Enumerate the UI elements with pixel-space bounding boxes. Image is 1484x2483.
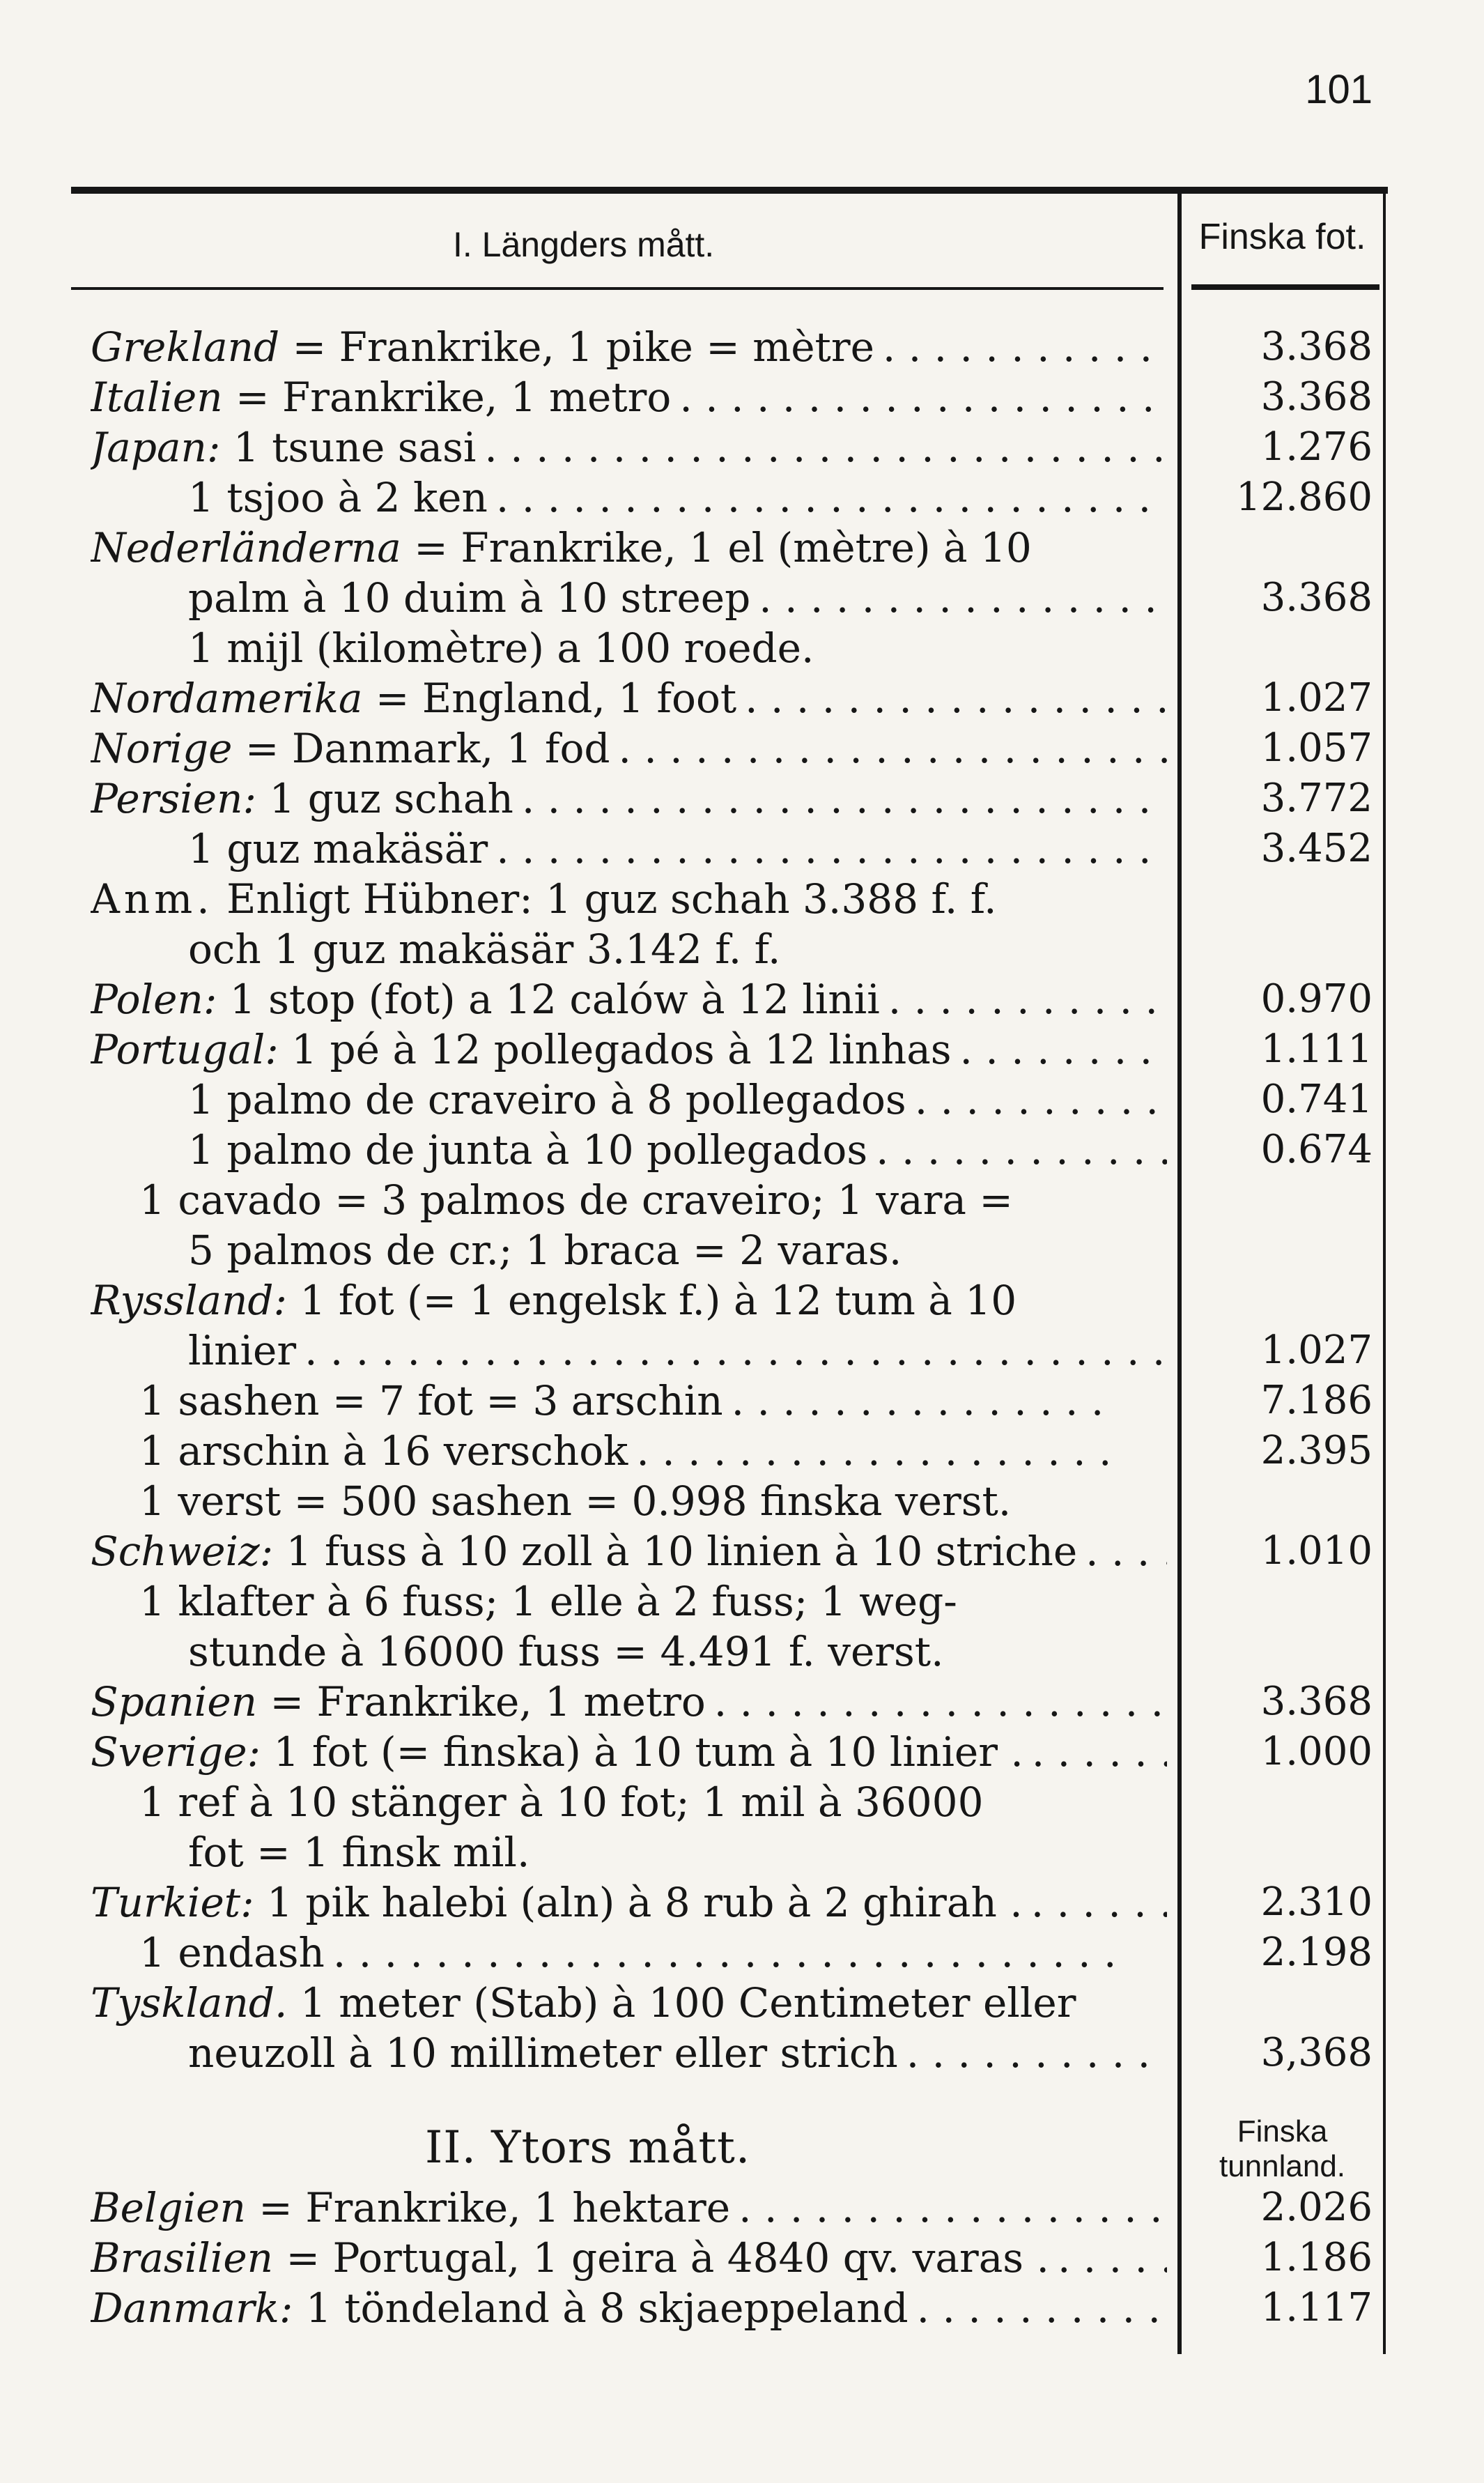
row-text [188, 1075, 906, 1125]
row-value: 1.027 [1260, 675, 1373, 721]
row-description: 1 cavado = 3 palmos de craveiro; 1 vara = [139, 1176, 1013, 1224]
country-name: Tyskland. [91, 1979, 288, 2027]
table-row [91, 974, 1167, 1024]
table-row [139, 1576, 1118, 1627]
table-row [91, 422, 1167, 472]
dot-leader [906, 2028, 1167, 2078]
table-row [91, 1877, 1167, 1928]
dot-leader [960, 1024, 1167, 1075]
table-row [139, 1376, 1118, 1426]
note-label: Anm. [91, 875, 214, 923]
table-row [188, 1225, 1167, 1275]
section-heading-lengths: I. Längders mått. [453, 225, 715, 264]
row-text [188, 1829, 530, 1876]
table-row [188, 2028, 1167, 2078]
row-value: 1.010 [1260, 1528, 1373, 1574]
country-name: Nederländerna [91, 524, 401, 571]
table-row [91, 673, 1167, 723]
table-row [188, 1827, 1167, 1877]
row-value: 1.276 [1260, 424, 1373, 470]
table-row [139, 1476, 1118, 1526]
row-value: 1.057 [1260, 725, 1373, 771]
table-row [188, 824, 1167, 874]
row-description: stunde à 16000 fuss = 4.491 f. verst. [188, 1628, 944, 1675]
row-description: = Frankrike, 1 metro [257, 1678, 706, 1725]
row-description: neuzoll à 10 millimeter eller strich [188, 2029, 898, 2077]
row-value: 0.674 [1260, 1127, 1373, 1172]
country-name: Italien [91, 374, 223, 421]
dot-leader [1032, 1727, 1167, 1777]
row-text [91, 2283, 909, 2333]
row-description: 1 verst = 500 sashen = 0.998 finska verst. [139, 1477, 1012, 1525]
row-value: 12.860 [1236, 475, 1373, 520]
table-row [188, 1627, 1167, 1677]
row-text [139, 1176, 1013, 1224]
row-text [91, 673, 736, 723]
row-text [91, 1277, 1017, 1324]
row-description: = Frankrike, 1 el (mètre) à 10 [401, 524, 1032, 571]
table-row [91, 523, 1167, 573]
country-name: Ryssland: [91, 1277, 288, 1324]
row-text [91, 723, 610, 774]
row-text [91, 774, 513, 824]
row-value: 1.117 [1260, 2285, 1373, 2330]
row-text [139, 1578, 957, 1625]
country-name: Japan: [91, 424, 221, 471]
table-row [91, 2283, 1167, 2333]
row-description: 1 pik halebi (aln) à 8 rub à 2 ghirah . [254, 1879, 1023, 1926]
dot-leader [496, 824, 1167, 874]
row-value: 2.198 [1260, 1930, 1373, 1975]
row-text [188, 925, 780, 973]
row-value: 0.970 [1260, 976, 1373, 1022]
country-name: Portugal: [91, 1026, 279, 1073]
row-text [188, 2028, 898, 2078]
row-value: 3.368 [1260, 575, 1373, 620]
row-text [91, 1024, 952, 1075]
table-top-rule [71, 187, 1388, 194]
country-name: Grekland [91, 323, 280, 371]
row-description: 1 ref à 10 stänger à 10 fot; 1 mil à 36000 [139, 1778, 984, 1826]
row-description: 1 endash [139, 1929, 325, 1976]
row-value: 1.111 [1260, 1027, 1373, 1072]
row-text [188, 1227, 902, 1274]
header-rule-left [71, 287, 1164, 290]
column-header-line: Finska [1237, 2114, 1328, 2148]
dot-leader [915, 1075, 1167, 1125]
row-text [188, 472, 488, 523]
row-value: 3.368 [1260, 324, 1373, 369]
row-text [139, 1928, 325, 1978]
dot-leader [304, 1325, 1167, 1376]
dot-leader [876, 1125, 1167, 1175]
dot-leader [917, 2283, 1167, 2333]
row-text [188, 824, 488, 874]
country-name: Schweiz: [91, 1528, 274, 1575]
row-text [91, 2183, 730, 2233]
row-text [139, 1426, 628, 1476]
country-name: Spanien [91, 1678, 258, 1725]
row-text [188, 1628, 944, 1675]
table-row [91, 322, 1167, 372]
dot-leader [484, 422, 1167, 472]
row-text [188, 624, 814, 672]
table-row [188, 472, 1167, 523]
dot-leader [496, 472, 1167, 523]
column-header-finska-tunnland [1183, 2114, 1382, 2184]
table-row [139, 1426, 1118, 1476]
row-text [91, 322, 874, 372]
column-divider [1177, 187, 1182, 2354]
table-row [91, 723, 1167, 774]
row-value: 1.186 [1260, 2235, 1373, 2280]
row-description: = Danmark, 1 fod [232, 725, 610, 772]
row-description: palm à 10 duim à 10 streep [188, 574, 751, 622]
row-description: = England, 1 foot [362, 675, 737, 722]
country-name: Turkiet: [91, 1879, 254, 1926]
row-text [139, 1778, 984, 1826]
row-description: 1 meter (Stab) à 100 Centimeter eller [287, 1979, 1076, 2027]
row-description: 1 mijl (kilomètre) a 100 roede. [188, 624, 814, 672]
row-description: 1 töndeland à 8 skjaeppeland [293, 2284, 909, 2332]
country-name: Brasilien [91, 2234, 274, 2282]
table-row [91, 372, 1167, 422]
row-description: fot = 1 finsk mil. [188, 1829, 530, 1876]
table-row [91, 2183, 1167, 2233]
row-value: 7.186 [1260, 1378, 1373, 1423]
row-value: 3.368 [1260, 374, 1373, 420]
section-heading-areas: II. Ytors mått. [425, 2122, 751, 2174]
table-row [188, 623, 1167, 673]
dot-leader [636, 1426, 1118, 1476]
dot-leader [1058, 2233, 1167, 2283]
row-text [188, 573, 750, 623]
dot-leader [679, 372, 1167, 422]
row-text [91, 1677, 706, 1727]
dot-leader [333, 1928, 1118, 1978]
table-row [91, 1024, 1167, 1075]
dot-leader [759, 573, 1167, 623]
row-value: 0.741 [1260, 1077, 1373, 1122]
dot-leader [883, 322, 1167, 372]
table-row [91, 1978, 1167, 2028]
dot-leader [522, 774, 1167, 824]
table-row [188, 924, 1167, 974]
row-description: 1 tsune sasi [220, 424, 477, 471]
table-row [91, 1727, 1167, 1777]
row-text [188, 1325, 296, 1376]
row-description: Enligt Hübner: 1 guz schah 3.388 f. f. [213, 875, 997, 923]
row-text [91, 1877, 1023, 1928]
table-row [139, 1175, 1118, 1225]
row-value: 3.452 [1260, 826, 1373, 871]
row-text [91, 524, 1032, 571]
table-row [188, 1325, 1167, 1376]
dot-leader [732, 1376, 1118, 1426]
column-header-finska-fot: Finska fot. [1198, 217, 1366, 257]
row-text [91, 422, 476, 472]
row-text [91, 1727, 1023, 1777]
country-name: Belgien [91, 2184, 246, 2231]
row-description: 1 palmo de junta à 10 pollegados [188, 1126, 868, 1174]
row-text [139, 1376, 723, 1426]
row-text [91, 372, 671, 422]
row-value: 2.310 [1260, 1879, 1373, 1925]
row-description: 1 palmo de craveiro à 8 pollegados [188, 1076, 906, 1123]
page-number: 101 [1305, 67, 1373, 112]
row-value: 3,368 [1260, 2030, 1373, 2075]
table-row [188, 573, 1167, 623]
table-row [91, 1526, 1167, 1576]
country-name: Polen: [91, 976, 217, 1023]
row-value: 2.395 [1260, 1428, 1373, 1473]
dot-leader [1031, 1877, 1167, 1928]
row-description: = Frankrike, 1 pike = mètre [279, 323, 874, 371]
row-value: 1.027 [1260, 1328, 1373, 1373]
row-description: 1 pé à 12 pollegados à 12 linhas [278, 1026, 952, 1073]
table-row [139, 1928, 1118, 1978]
row-description: 1 stop (fot) a 12 calów à 12 linii [217, 976, 880, 1023]
row-text [91, 1526, 1077, 1576]
dot-leader [1085, 1526, 1167, 1576]
header-rule-right [1191, 284, 1379, 290]
row-description: 1 guz makäsär [188, 825, 488, 872]
row-description: = Frankrike, 1 hektare [245, 2184, 731, 2231]
row-text [91, 875, 997, 923]
row-text [91, 1979, 1076, 2027]
row-description: 1 tsjoo à 2 ken [188, 474, 488, 521]
dot-leader [619, 723, 1168, 774]
row-description: = Portugal, 1 geira à 4840 qv. varas . [273, 2234, 1049, 2282]
table-row [91, 1275, 1167, 1325]
table-row [91, 774, 1167, 824]
row-description: 1 arschin à 16 verschok [139, 1427, 628, 1475]
row-description: 1 sashen = 7 fot = 3 arschin [139, 1377, 723, 1424]
row-description: linier [188, 1327, 297, 1374]
row-description: 1 guz schah [256, 775, 513, 822]
row-description: 1 klafter à 6 fuss; 1 elle à 2 fuss; 1 weg- [139, 1578, 957, 1625]
dot-leader [739, 2183, 1167, 2233]
row-text [139, 1477, 1011, 1525]
dot-leader [888, 974, 1167, 1024]
country-name: Danmark: [91, 2284, 293, 2332]
table-row [91, 874, 1167, 924]
dot-leader [745, 673, 1167, 723]
row-description: 1 fot (= 1 engelsk f.) à 12 tum à 10 [287, 1277, 1017, 1324]
row-text [91, 2233, 1049, 2283]
row-description: 1 fuss à 10 zoll à 10 linien à 10 striche [273, 1528, 1078, 1575]
row-description: 5 palmos de cr.; 1 braca = 2 varas. [188, 1227, 902, 1274]
column-header-line: tunnland. [1219, 2149, 1346, 2183]
table-right-rule [1383, 187, 1386, 2354]
row-text [188, 1125, 867, 1175]
table-row [91, 2233, 1167, 2283]
table-row [139, 1777, 1118, 1827]
row-value: 1.000 [1260, 1729, 1373, 1774]
row-value: 3.772 [1260, 776, 1373, 821]
row-text [91, 974, 880, 1024]
row-description: och 1 guz makäsär 3.142 f. f. [188, 925, 781, 973]
country-name: Persien: [91, 775, 257, 822]
table-row [188, 1075, 1167, 1125]
country-name: Norige [91, 725, 233, 772]
country-name: Sverige: [91, 1728, 261, 1776]
country-name: Nordamerika [91, 675, 363, 722]
dot-leader [714, 1677, 1167, 1727]
table-row [91, 1677, 1167, 1727]
table-row [188, 1125, 1167, 1175]
row-value: 3.368 [1260, 1679, 1373, 1724]
row-value: 2.026 [1260, 2185, 1373, 2230]
row-description: 1 fot (= finska) à 10 tum à 10 linier . [261, 1728, 1023, 1776]
row-description: = Frankrike, 1 metro [222, 374, 672, 421]
